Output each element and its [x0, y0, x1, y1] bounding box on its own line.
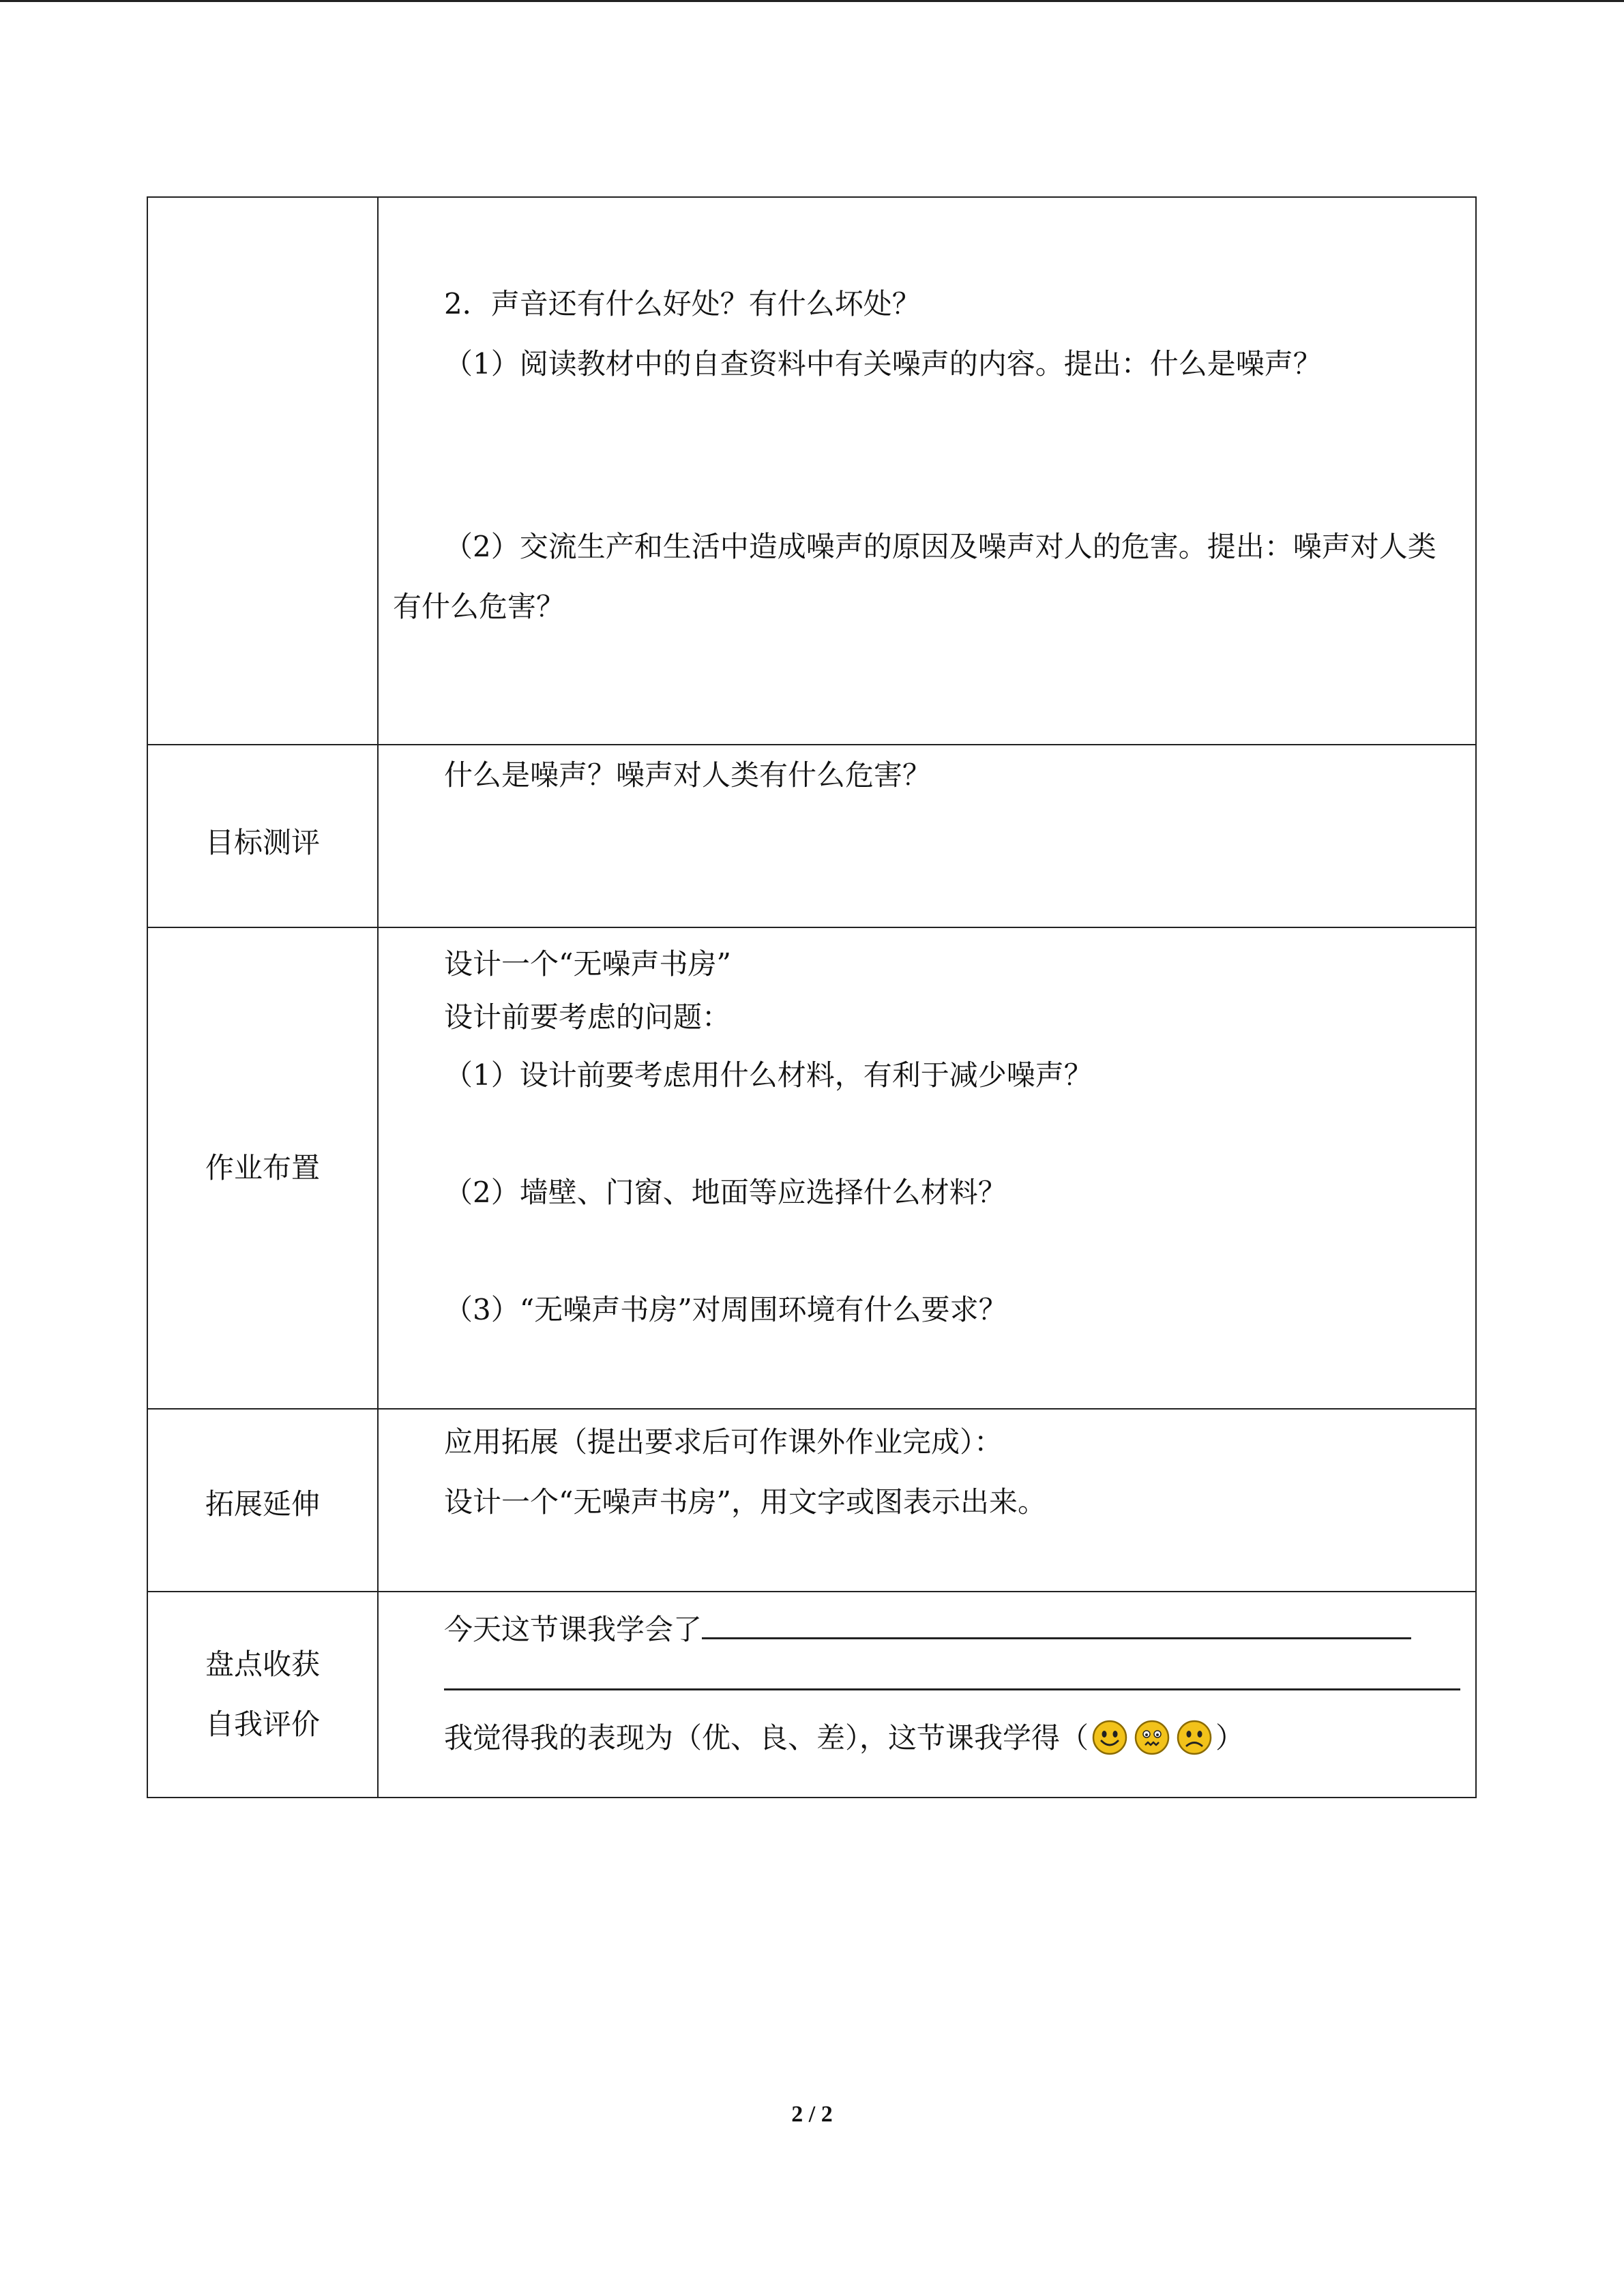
table-row-homework — [147, 927, 1476, 1409]
learned-prefix: 今天这节课我学会了 — [444, 1613, 703, 1646]
evaluation-line — [444, 1711, 1460, 1765]
table-row-continuation — [147, 197, 1476, 745]
worried-face-icon[interactable] — [1134, 1719, 1170, 1756]
homework-considerations: 设计前要考虑的问题： — [444, 1000, 731, 1034]
assessment-question: 什么是噪声？噪声对人类有什么危害？ — [444, 758, 932, 792]
extension-requirement: 应用拓展（提出要求后可作课外作业完成）： — [444, 1425, 1003, 1459]
homework-item-3: （3）“无噪声书房”对周围环境有什么要求？ — [444, 1293, 1007, 1326]
row-content-extension — [378, 1409, 1476, 1592]
extension-task: 设计一个“无噪声书房”，用文字或图表示出来。 — [444, 1485, 1046, 1519]
row-label-self-evaluation — [147, 1592, 378, 1798]
page-number: 2 / 2 — [791, 2102, 833, 2127]
homework-title: 设计一个“无噪声书房” — [444, 947, 731, 981]
row-content-sound-effects — [378, 197, 1476, 745]
row-label-goal-assessment: 目标测评 — [147, 745, 378, 927]
sad-face-icon[interactable] — [1176, 1719, 1213, 1756]
homework-item-1: （1）设计前要考虑用什么材料，有利于减少噪声？ — [444, 1058, 1093, 1092]
row-content-goal-assessment — [378, 745, 1476, 927]
page-top-rule — [0, 0, 1624, 2]
homework-item-2: （2）墙壁、门窗、地面等应选择什么材料？ — [444, 1176, 1007, 1209]
row-content-homework — [378, 927, 1476, 1409]
lesson-plan-table — [147, 196, 1477, 1798]
evaluation-prefix: 我觉得我的表现为（优、良、差），这节课我学得（ — [444, 1721, 1089, 1755]
learned-line — [444, 1598, 1460, 1657]
table-row-goal-assessment — [147, 745, 1476, 927]
row-label-empty — [147, 197, 378, 745]
question-sound-pros-cons: 2．声音还有什么好处？有什么坏处？ — [444, 287, 921, 320]
table-row-extension — [147, 1409, 1476, 1592]
row-label-homework: 作业布置 — [147, 927, 378, 1409]
learned-answer-blank-2[interactable] — [444, 1657, 1460, 1690]
smiley-face-icon[interactable] — [1091, 1719, 1128, 1756]
learned-answer-blank[interactable] — [702, 1598, 1411, 1639]
evaluation-suffix: ） — [1215, 1721, 1245, 1755]
row-content-self-evaluation — [378, 1592, 1476, 1798]
table-row-self-evaluation — [147, 1592, 1476, 1798]
label-line-harvest: 盘点收获 — [205, 1648, 320, 1681]
row-label-extension: 拓展延伸 — [147, 1409, 378, 1592]
question-what-is-noise: （1）阅读教材中的自查资料中有关噪声的内容。提出：什么是噪声？ — [444, 347, 1322, 381]
question-noise-harm: （2）交流生产和生活中造成噪声的原因及噪声对人的危害。提出：噪声对人类有什么危害？ — [393, 530, 1436, 623]
label-line-self-eval: 自我评价 — [205, 1708, 320, 1741]
